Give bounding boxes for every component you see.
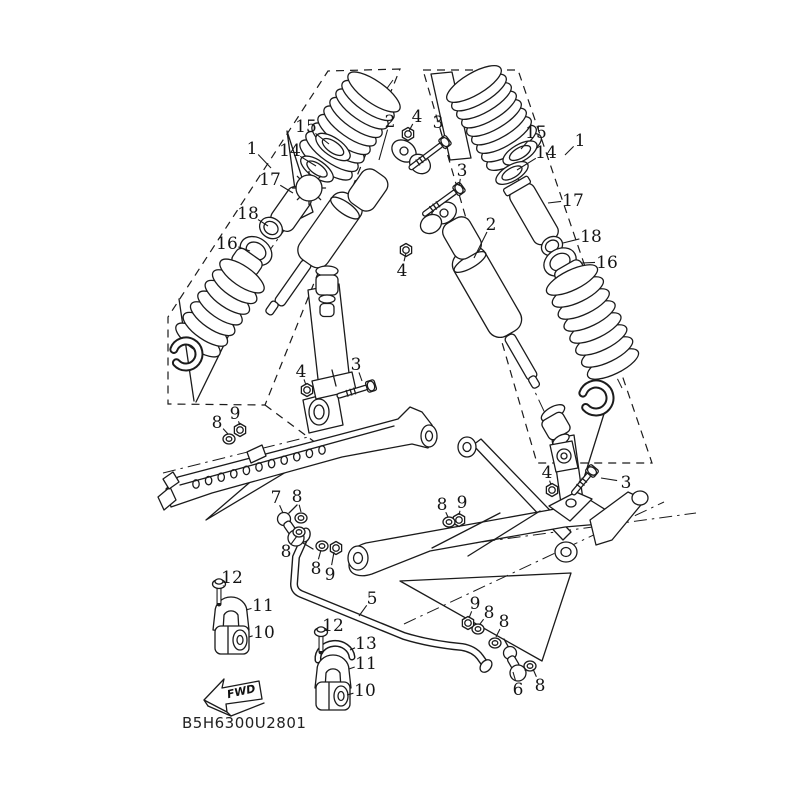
- callout-15: 15: [525, 123, 547, 143]
- callout-2: 2: [485, 215, 497, 235]
- left-shock-spring-assembly: [171, 65, 406, 367]
- callout-8: 8: [310, 559, 322, 579]
- callout-11: 11: [355, 654, 377, 674]
- callout-4: 4: [295, 362, 307, 382]
- callout-1: 1: [246, 139, 258, 159]
- callout-9: 9: [469, 594, 481, 614]
- callout-3: 3: [620, 473, 632, 493]
- callout-leader: [563, 239, 579, 243]
- fwd-arrow: [204, 679, 264, 716]
- stabilizer-bushing: [215, 626, 249, 654]
- callout-8: 8: [483, 603, 495, 623]
- callout-10: 10: [253, 623, 275, 643]
- callout-17: 17: [259, 170, 281, 190]
- stabilizer-link-right: [504, 639, 536, 681]
- callout-9: 9: [456, 493, 468, 513]
- callout-18: 18: [580, 227, 602, 247]
- callout-leader: [359, 605, 367, 616]
- callout-3: 3: [456, 161, 468, 181]
- callout-leader: [332, 552, 334, 565]
- callout-1: 1: [574, 131, 586, 151]
- right-swingarm: [348, 437, 648, 576]
- callout-14: 14: [279, 141, 301, 161]
- callout-leader: [349, 667, 355, 669]
- callout-15: 15: [295, 117, 317, 137]
- callout-3: 3: [432, 113, 444, 133]
- callout-14: 14: [535, 143, 557, 163]
- stabilizer-bushing: [316, 682, 350, 710]
- callout-leader: [565, 146, 574, 155]
- callout-8: 8: [498, 612, 510, 632]
- callout-16: 16: [216, 234, 238, 254]
- callout-10: 10: [354, 681, 376, 701]
- callout-13: 13: [355, 634, 377, 654]
- callout-9: 9: [229, 404, 241, 424]
- callout-3: 3: [350, 355, 362, 375]
- callout-5: 5: [366, 589, 378, 609]
- callout-8: 8: [211, 413, 223, 433]
- callout-12: 12: [322, 616, 344, 636]
- callout-leader: [581, 262, 595, 263]
- part-code: B5H6300U2801: [182, 714, 307, 732]
- callout-leader: [318, 550, 321, 559]
- callout-4: 4: [541, 463, 553, 483]
- callout-leader: [548, 201, 561, 203]
- fwd-label: FWD: [225, 682, 257, 702]
- callout-4: 4: [411, 107, 423, 127]
- callout-8: 8: [534, 676, 546, 696]
- callout-9: 9: [324, 565, 336, 585]
- callout-12: 12: [221, 568, 243, 588]
- callout-leader: [601, 478, 617, 481]
- callout-7: 7: [270, 488, 282, 508]
- callout-17: 17: [562, 191, 584, 211]
- callout-6: 6: [512, 680, 524, 700]
- callout-8: 8: [436, 495, 448, 515]
- callout-leader: [223, 429, 228, 434]
- callout-2: 2: [384, 112, 396, 132]
- callout-8: 8: [291, 487, 303, 507]
- callout-leader: [258, 155, 271, 168]
- callout-labels: [212, 107, 632, 701]
- callout-4: 4: [396, 261, 408, 281]
- callout-8: 8: [280, 542, 292, 562]
- callout-18: 18: [237, 204, 259, 224]
- callout-11: 11: [252, 596, 274, 616]
- callout-16: 16: [596, 253, 618, 273]
